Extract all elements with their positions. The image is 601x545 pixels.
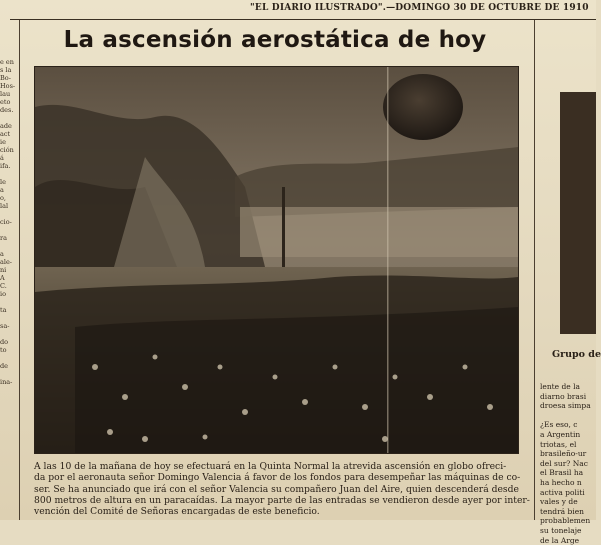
column-text-line: io <box>0 290 18 298</box>
caption-line: 800 metros de altura en un paracaídas. La mayor parte de las entradas se vendieron desde ayer por inter- <box>34 495 524 506</box>
column-text-line <box>0 242 18 250</box>
column-divider-right <box>534 20 535 520</box>
column-text-line: A <box>0 274 18 282</box>
article-headline: La ascensión aerostática de hoy <box>40 27 510 53</box>
column-text-line: triotas, el <box>540 440 596 450</box>
column-text-line: brasileño-ur <box>540 449 596 459</box>
column-text-line: ale- <box>0 258 18 266</box>
top-rule <box>10 19 596 20</box>
caption-line: A las 10 de la mañana de hoy se efectuará en la Quinta Normal la atrevida ascensión en globo ofreci- <box>34 461 524 472</box>
column-text-line: des. <box>0 106 18 114</box>
column-text-line: cio- <box>0 218 18 226</box>
right-column-text <box>540 382 596 520</box>
caption-line: da por el aeronauta señor Domingo Valencia á favor de los fondos para desempeñar las máquinas de co- <box>34 472 524 483</box>
column-text-line: ina- <box>0 378 18 386</box>
column-text-line: s la <box>0 66 18 74</box>
column-text-line: eto <box>0 98 18 106</box>
column-text-line: a Argentin <box>540 430 596 440</box>
column-text-line <box>540 411 596 421</box>
column-text-line: Hos- <box>0 82 18 90</box>
column-text-line: lente de la <box>540 382 596 392</box>
caption-line: ser. Se ha anunciado que irá con el señor Valencia su compañero Juan del Aire, quien descenderá desde <box>34 484 524 495</box>
column-text-line <box>0 298 18 306</box>
column-text-line: su tonelaje <box>540 526 596 536</box>
column-text-line: ni <box>0 266 18 274</box>
column-text-line <box>0 354 18 362</box>
column-text-line: Bo- <box>0 74 18 82</box>
column-text-line: el Brasil ha <box>540 468 596 478</box>
column-text-line: probablemen <box>540 516 596 526</box>
column-text-line: tendrá bien <box>540 507 596 517</box>
column-text-line: ¿Es eso, c <box>540 420 596 430</box>
column-text-line: a <box>0 186 18 194</box>
photo-caption <box>34 461 524 517</box>
column-text-line: ha hecho n <box>540 478 596 488</box>
column-text-line: de la Arge <box>540 536 596 545</box>
column-divider-left <box>19 20 20 520</box>
column-text-line: le <box>0 178 18 186</box>
column-text-line: ción <box>0 146 18 154</box>
column-text-line: ifa. <box>0 162 18 170</box>
caption-line: vención del Comité de Señoras encargadas de este beneficio. <box>34 506 524 517</box>
column-text-line: activa politi <box>540 488 596 498</box>
column-text-line: ie <box>0 138 18 146</box>
column-text-line: droesa simpa <box>540 401 596 411</box>
column-text-line: sa- <box>0 322 18 330</box>
column-text-line: to <box>0 346 18 354</box>
adjacent-photo-caption: Grupo de <box>552 349 596 360</box>
column-text-line: ade <box>0 122 18 130</box>
column-text-line <box>0 210 18 218</box>
column-text-line: act <box>0 130 18 138</box>
column-text-line: C. <box>0 282 18 290</box>
column-text-line: vales y de <box>540 497 596 507</box>
column-text-line: á <box>0 154 18 162</box>
column-text-line <box>0 370 18 378</box>
column-text-line: lau <box>0 90 18 98</box>
column-text-line: diarno brasi <box>540 392 596 402</box>
column-text-line <box>0 314 18 322</box>
column-text-line: e en <box>0 58 18 66</box>
balloon-ascent-photo <box>34 66 519 454</box>
masthead-line: "EL DIARIO ILUSTRADO".—DOMINGO 30 DE OCTUBRE DE 1910 <box>250 3 596 17</box>
column-text-line: lal <box>0 202 18 210</box>
column-text-line: do <box>0 338 18 346</box>
column-text-line: o, <box>0 194 18 202</box>
column-text-line: a <box>0 250 18 258</box>
column-text-line: ta <box>0 306 18 314</box>
column-text-line <box>0 226 18 234</box>
column-text-line: ra <box>0 234 18 242</box>
photo-illustration <box>35 67 518 453</box>
column-text-line <box>0 330 18 338</box>
column-text-line: del sur? Nac <box>540 459 596 469</box>
column-text-line <box>0 114 18 122</box>
column-text-line <box>0 170 18 178</box>
left-column-text <box>0 58 18 518</box>
column-text-line: de <box>0 362 18 370</box>
adjacent-photo <box>560 92 596 334</box>
